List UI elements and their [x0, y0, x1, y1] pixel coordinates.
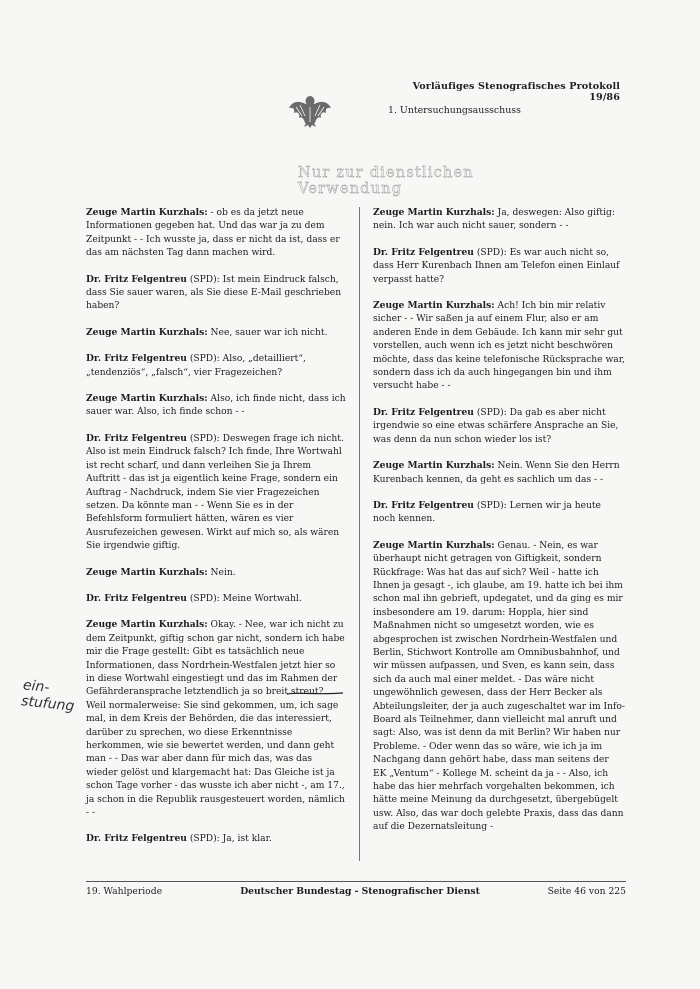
speaker: Dr. Fritz Felgentreu	[86, 432, 187, 444]
statement: Meine Wortwahl.	[219, 593, 302, 604]
column-divider	[359, 207, 360, 861]
transcript-entry	[373, 499, 625, 527]
statement: Genau. - Nein, es war überhaupt nicht getragen von Giftigkeit, sondern Rückfrage: Was hat das auf sich? Weil - hatte ich Ihnen ja gesagt -, ich glaube, am 19. hatte ich bei ihm schon mal ihn gebrieft, updegatet, und da ging es mir insbesondere am 19. darum: Hoppla, hier sind Maßnahmen nicht so umgesetzt worden, wie es abgesprochen ist zwischen Nordrhein-Westfalen und Berlin, Stichwort Kontrolle am Omnibusbahnhof, und wir müssen aufpassen, und Sven, es kann sein, dass sich da auch mal einer meldet. - Das wäre nicht ungewöhnlich gewesen, dass der Herr Becker als Abteilungsleiter, der ja auch zugeschaltet war im Info-Board als Teilnehmer, dann vielleicht mal anruft und sagt: Also, was ist denn da mit Berlin? Wir haben nur Probleme. - Oder wenn das so wäre, wie ich ja im Nachgang dann gehört habe, dass man seitens der EK „Ventum“ - Kollege M. scheint da ja - - Also, ich habe das hier mehrfach vorgehalten bekommen, ich hätte meine Meinung da durchgesetzt, übergebügelt usw. Also, das war doch gelebte Praxis, dass das dann auf die Dezernatsleitung -	[373, 540, 625, 833]
speaker: Zeuge Martin Kurzhals:	[86, 619, 208, 631]
party: (SPD):	[186, 433, 220, 444]
transcript-entry	[86, 618, 346, 820]
transcript-entry	[373, 459, 625, 487]
transcript-entry	[86, 326, 346, 340]
party: (SPD):	[473, 500, 507, 511]
speaker: Dr. Fritz Felgentreu	[86, 833, 187, 845]
transcript-entry	[373, 406, 625, 447]
party: (SPD):	[186, 593, 220, 604]
transcript-entry	[373, 246, 625, 287]
statement: Ist mein Eindruck falsch, dass Sie sauer waren, als Sie diese E-Mail geschrieben haben?	[86, 274, 342, 312]
handwritten-strike-mark	[285, 689, 345, 699]
statement: Nee, sauer war ich nicht.	[207, 327, 328, 338]
committee-name: 1. Untersuchungsausschuss	[388, 105, 521, 116]
speaker: Dr. Fritz Felgentreu	[86, 273, 187, 285]
statement: Okay. - Nee, war ich nicht zu dem Zeitpunkt, giftig schon gar nicht, sondern ich habe mir die Frage gestellt: Gibt es tatsächlich neue Informationen, dass Nordrhein-Westfalen jetzt hier so in diese Wortwahl eingestiegt und das im Rahmen der Gefährderansprache letztendlich ja so breit streut? Weil normalerweise: Sie sind gekommen, um, ich sage mal, in dem Kreis der Behörden, die das interessiert, darüber zu sprechen, wo diese Erkenntnisse herkommen, wie sie bewertet werden, und dann geht man - - Das war aber dann für mich das, was das wieder gelöst und klargemacht hat: Das Gleiche ist ja schon Tage vorher - das wusste ich aber nicht -, am 17., ja schon in die Republik rausgesteuert worden, nämlich - -	[86, 620, 345, 819]
transcript-entry	[86, 432, 346, 554]
speaker: Dr. Fritz Felgentreu	[373, 246, 474, 258]
transcript-entry	[86, 392, 346, 420]
right-column	[373, 206, 625, 847]
statement: Deswegen frage ich nicht. Also ist mein Eindruck falsch? Ich finde, Ihre Wortwahl ist recht scharf, und dann verleihen Sie ja Ihrem Auftritt - das ist ja eigentlich keine Frage, sondern ein Auftrag - Nachdruck, indem Sie vier Fragezeichen setzen. Da könnte man - - Wenn Sie es in der Befehlsform formuliert hätten, wären es vier Ausrufezeichen gewesen. Wirkt auf mich so, als wären Sie irgendwie giftig.	[86, 433, 344, 552]
party: (SPD):	[186, 834, 220, 845]
statement: Nein.	[207, 567, 236, 578]
margin-note-line: stufung	[20, 693, 76, 715]
transcript-entry	[86, 566, 346, 580]
statement: Es war auch nicht so, dass Herr Kurenbach Ihnen am Telefon einen Einlauf verpasst hatte?	[373, 247, 620, 285]
transcript-entry	[86, 273, 346, 314]
statement: Also, ich finde nicht, dass ich sauer war. Also, ich finde schon - -	[86, 394, 346, 418]
statement: Ach! Ich bin mir relativ sicher - - Wir saßen ja auf einem Flur, also er am anderen Ende in dem Gebäude. Ich kann mir sehr gut vorstellen, auch wenn ich es jetzt nicht beschwören möchte, dass das keine telefonische Rücksprache war, sondern dass ich da auch hingegangen bin und ihm versucht habe - -	[373, 301, 625, 392]
speaker: Zeuge Martin Kurzhals:	[373, 539, 495, 551]
speaker: Dr. Fritz Felgentreu	[86, 353, 187, 365]
transcript-entry	[86, 592, 346, 606]
statement: Ja, deswegen: Also giftig: nein. Ich war auch nicht sauer, sondern - -	[373, 208, 615, 232]
transcript-entry	[86, 832, 346, 846]
statement: Ja, ist klar.	[219, 834, 272, 845]
speaker: Zeuge Martin Kurzhals:	[86, 393, 208, 405]
speaker: Zeuge Martin Kurzhals:	[373, 300, 495, 312]
transcript-entry	[373, 299, 625, 394]
party: (SPD):	[186, 274, 220, 285]
speaker: Zeuge Martin Kurzhals:	[86, 326, 208, 338]
statement: - ob es da jetzt neue Informationen gegeben hat. Und das war ja zu dem Zeitpunkt - - Ich wusste ja, dass er nicht da ist, dass er das am nächsten Tag dann machen wird.	[86, 208, 340, 259]
statement: Da gab es aber nicht irgendwie so eine etwas schärfere Ansprache an Sie, was denn da nun schon wieder los ist?	[373, 407, 619, 445]
party: (SPD):	[473, 407, 507, 418]
left-column	[86, 206, 346, 859]
transcript-entry	[373, 206, 625, 234]
statement: Lernen wir ja heute noch kennen.	[373, 500, 601, 525]
transcript-entry	[86, 206, 346, 261]
party: (SPD):	[473, 247, 507, 258]
statement: Also, „detailliert“, „tendenziös“, „falsch“, vier Fragezeichen?	[86, 354, 306, 378]
speaker: Dr. Fritz Felgentreu	[373, 499, 474, 511]
speaker: Zeuge Martin Kurzhals:	[86, 566, 208, 578]
speaker: Dr. Fritz Felgentreu	[86, 592, 187, 604]
transcript-entry	[86, 352, 346, 380]
footer-rule	[86, 881, 626, 882]
transcript-entry	[373, 539, 625, 835]
bundestag-eagle-logo	[288, 92, 332, 128]
speaker: Zeuge Martin Kurzhals:	[86, 207, 208, 218]
statement: Nein. Wenn Sie den Herrn Kurenbach kennen, da geht es sachlich um das - -	[373, 461, 620, 485]
speaker: Zeuge Martin Kurzhals:	[373, 460, 495, 472]
speaker: Zeuge Martin Kurzhals:	[373, 207, 495, 218]
footer-period: 19. Wahlperiode	[86, 886, 163, 897]
protocol-title: Vorläufiges Stenografisches Protokoll 19/86	[412, 81, 620, 103]
speaker: Dr. Fritz Felgentreu	[373, 406, 474, 418]
party: (SPD):	[186, 354, 220, 365]
margin-note-line: ein-	[22, 677, 51, 696]
handwritten-margin-note	[20, 677, 76, 714]
confidentiality-watermark: Nur zur dienstlichen Verwendung	[298, 165, 474, 197]
footer-publisher: Deutscher Bundestag - Stenografischer Dienst	[240, 886, 480, 897]
footer-page-number: Seite 46 von 225	[547, 886, 626, 897]
